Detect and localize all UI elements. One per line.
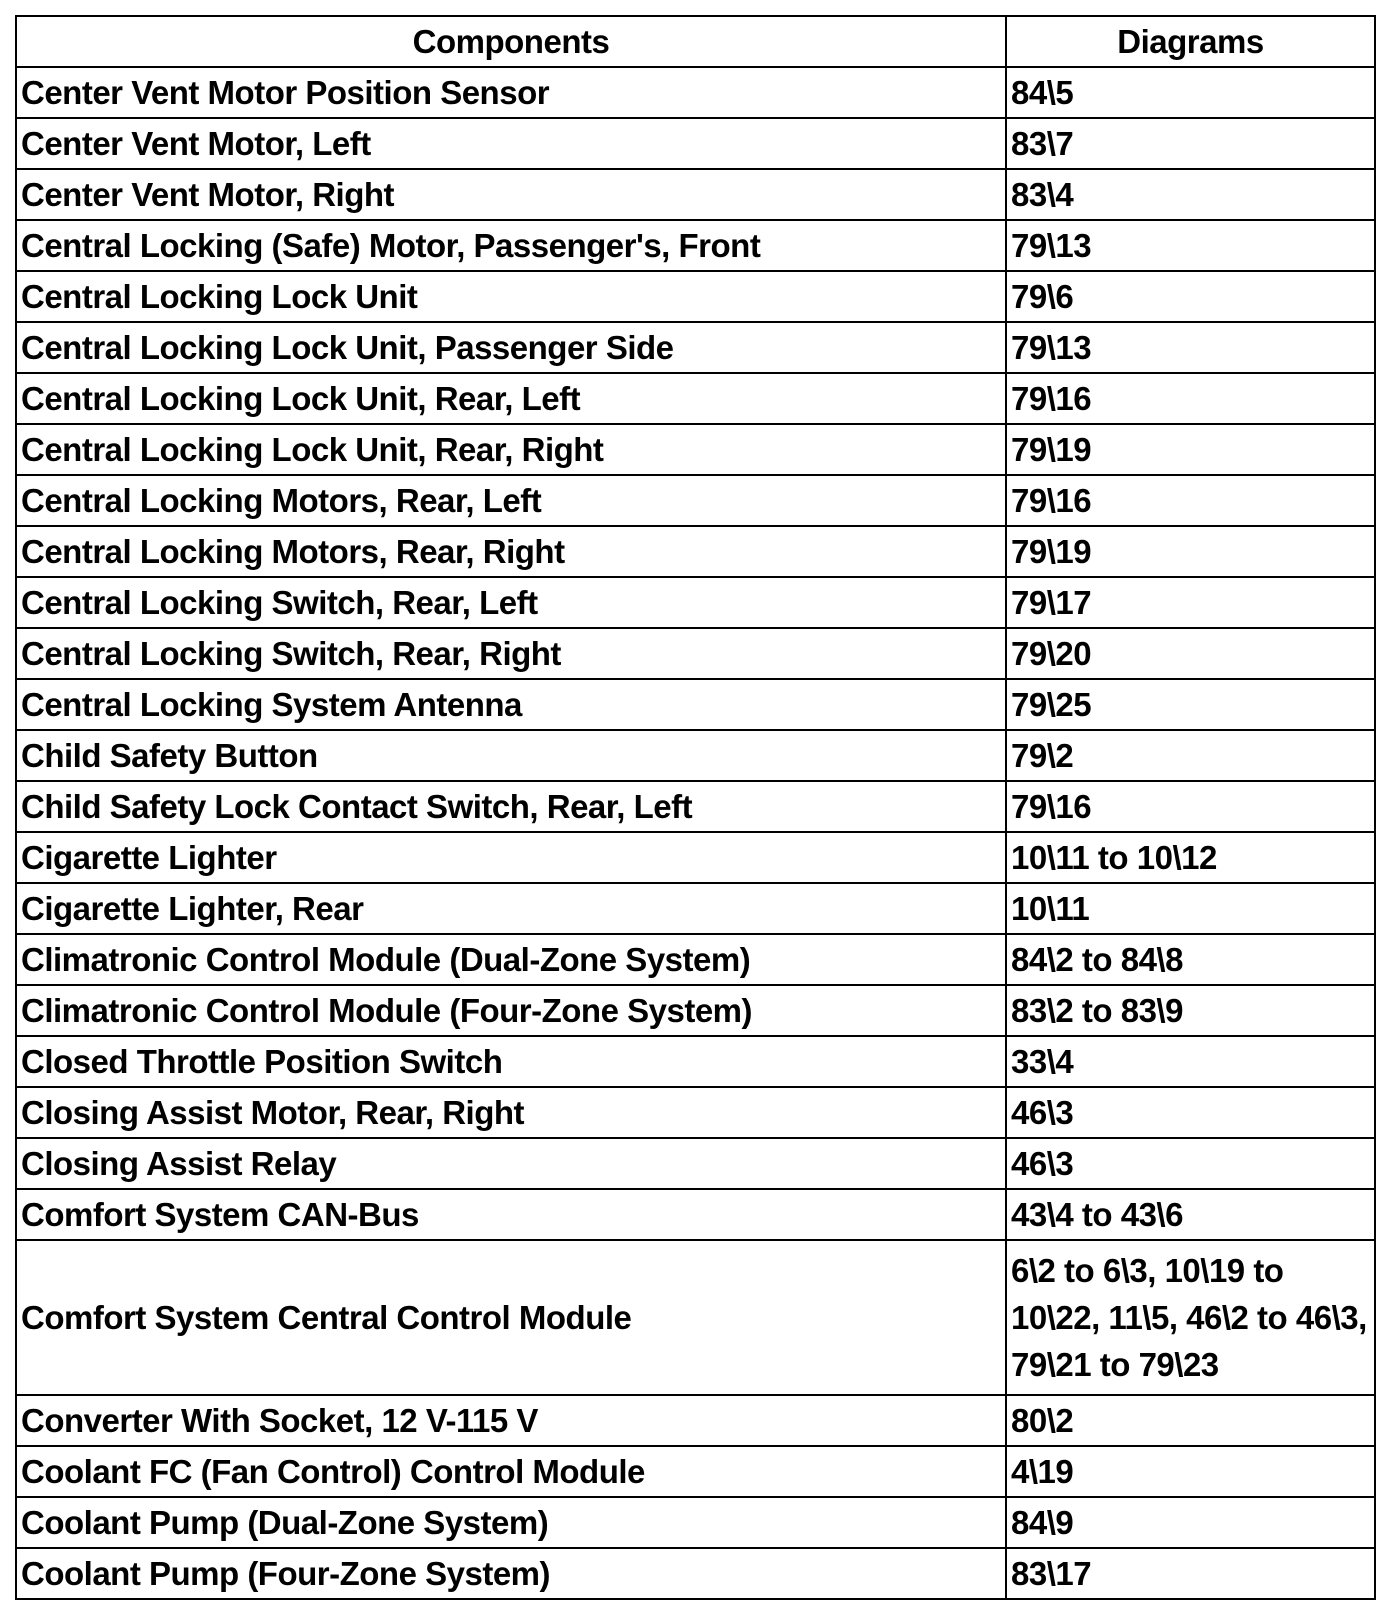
diagram-cell: 79\20 xyxy=(1006,628,1375,679)
diagram-cell: 79\16 xyxy=(1006,373,1375,424)
component-cell: Closed Throttle Position Switch xyxy=(16,1036,1006,1087)
component-cell: Cigarette Lighter xyxy=(16,832,1006,883)
components-column-header: Components xyxy=(16,16,1006,67)
table-row xyxy=(16,1240,1375,1395)
component-cell: Cigarette Lighter, Rear xyxy=(16,883,1006,934)
diagram-cell: 79\13 xyxy=(1006,322,1375,373)
component-cell: Central Locking Lock Unit, Rear, Left xyxy=(16,373,1006,424)
diagram-cell: 79\6 xyxy=(1006,271,1375,322)
component-cell: Closing Assist Motor, Rear, Right xyxy=(16,1087,1006,1138)
diagram-cell: 79\2 xyxy=(1006,730,1375,781)
diagram-cell: 79\16 xyxy=(1006,475,1375,526)
diagram-cell: 79\13 xyxy=(1006,220,1375,271)
table-row xyxy=(16,424,1375,475)
diagram-cell: 79\16 xyxy=(1006,781,1375,832)
component-cell: Center Vent Motor, Right xyxy=(16,169,1006,220)
diagram-cell: 84\5 xyxy=(1006,67,1375,118)
table-row xyxy=(16,1395,1375,1446)
table-row xyxy=(16,526,1375,577)
component-cell: Central Locking Lock Unit, Rear, Right xyxy=(16,424,1006,475)
diagram-cell: 79\25 xyxy=(1006,679,1375,730)
table-row xyxy=(16,1548,1375,1599)
component-cell: Center Vent Motor Position Sensor xyxy=(16,67,1006,118)
diagram-cell: 83\7 xyxy=(1006,118,1375,169)
table-header-row xyxy=(16,16,1375,67)
table-row xyxy=(16,1087,1375,1138)
diagram-cell: 79\19 xyxy=(1006,424,1375,475)
table-row xyxy=(16,1036,1375,1087)
diagram-cell: 33\4 xyxy=(1006,1036,1375,1087)
component-cell: Central Locking Switch, Rear, Left xyxy=(16,577,1006,628)
table-row xyxy=(16,1138,1375,1189)
component-cell: Climatronic Control Module (Dual-Zone System) xyxy=(16,934,1006,985)
diagrams-column-header: Diagrams xyxy=(1006,16,1375,67)
component-cell: Coolant Pump (Dual-Zone System) xyxy=(16,1497,1006,1548)
diagram-cell: 46\3 xyxy=(1006,1087,1375,1138)
component-cell: Child Safety Button xyxy=(16,730,1006,781)
table-row xyxy=(16,118,1375,169)
component-cell: Central Locking Lock Unit, Passenger Side xyxy=(16,322,1006,373)
diagram-cell: 79\17 xyxy=(1006,577,1375,628)
diagram-cell: 83\17 xyxy=(1006,1548,1375,1599)
table-row xyxy=(16,577,1375,628)
diagram-cell: 46\3 xyxy=(1006,1138,1375,1189)
diagram-cell: 84\9 xyxy=(1006,1497,1375,1548)
table-row xyxy=(16,628,1375,679)
table-row xyxy=(16,1189,1375,1240)
component-cell: Comfort System Central Control Module xyxy=(16,1240,1006,1395)
table-row xyxy=(16,883,1375,934)
component-cell: Central Locking Motors, Rear, Right xyxy=(16,526,1006,577)
table-row xyxy=(16,169,1375,220)
component-cell: Climatronic Control Module (Four-Zone System) xyxy=(16,985,1006,1036)
component-cell: Coolant Pump (Four-Zone System) xyxy=(16,1548,1006,1599)
component-cell: Central Locking (Safe) Motor, Passenger's, Front xyxy=(16,220,1006,271)
diagram-cell: 83\2 to 83\9 xyxy=(1006,985,1375,1036)
table-row xyxy=(16,1446,1375,1497)
component-cell: Central Locking Motors, Rear, Left xyxy=(16,475,1006,526)
component-cell: Coolant FC (Fan Control) Control Module xyxy=(16,1446,1006,1497)
table-row xyxy=(16,730,1375,781)
table-row xyxy=(16,934,1375,985)
component-cell: Closing Assist Relay xyxy=(16,1138,1006,1189)
table-row xyxy=(16,781,1375,832)
diagram-cell: 4\19 xyxy=(1006,1446,1375,1497)
table-row xyxy=(16,271,1375,322)
component-cell: Converter With Socket, 12 V-115 V xyxy=(16,1395,1006,1446)
diagram-cell: 10\11 xyxy=(1006,883,1375,934)
table-row xyxy=(16,67,1375,118)
component-cell: Central Locking System Antenna xyxy=(16,679,1006,730)
diagram-cell: 80\2 xyxy=(1006,1395,1375,1446)
table-row xyxy=(16,322,1375,373)
table-row xyxy=(16,220,1375,271)
table-row xyxy=(16,985,1375,1036)
table-row xyxy=(16,1497,1375,1548)
table-row xyxy=(16,373,1375,424)
diagram-cell: 83\4 xyxy=(1006,169,1375,220)
component-cell: Child Safety Lock Contact Switch, Rear, Left xyxy=(16,781,1006,832)
component-cell: Center Vent Motor, Left xyxy=(16,118,1006,169)
diagram-cell: 10\11 to 10\12 xyxy=(1006,832,1375,883)
diagram-cell: 84\2 to 84\8 xyxy=(1006,934,1375,985)
diagram-cell: 43\4 to 43\6 xyxy=(1006,1189,1375,1240)
table-row xyxy=(16,679,1375,730)
table-row xyxy=(16,475,1375,526)
component-cell: Central Locking Switch, Rear, Right xyxy=(16,628,1006,679)
diagram-cell: 79\19 xyxy=(1006,526,1375,577)
table-row xyxy=(16,832,1375,883)
diagram-cell: 6\2 to 6\3, 10\19 to 10\22, 11\5, 46\2 to 46\3, 79\21 to 79\23 xyxy=(1006,1240,1375,1395)
components-diagrams-table xyxy=(15,15,1376,1600)
component-cell: Comfort System CAN-Bus xyxy=(16,1189,1006,1240)
component-cell: Central Locking Lock Unit xyxy=(16,271,1006,322)
